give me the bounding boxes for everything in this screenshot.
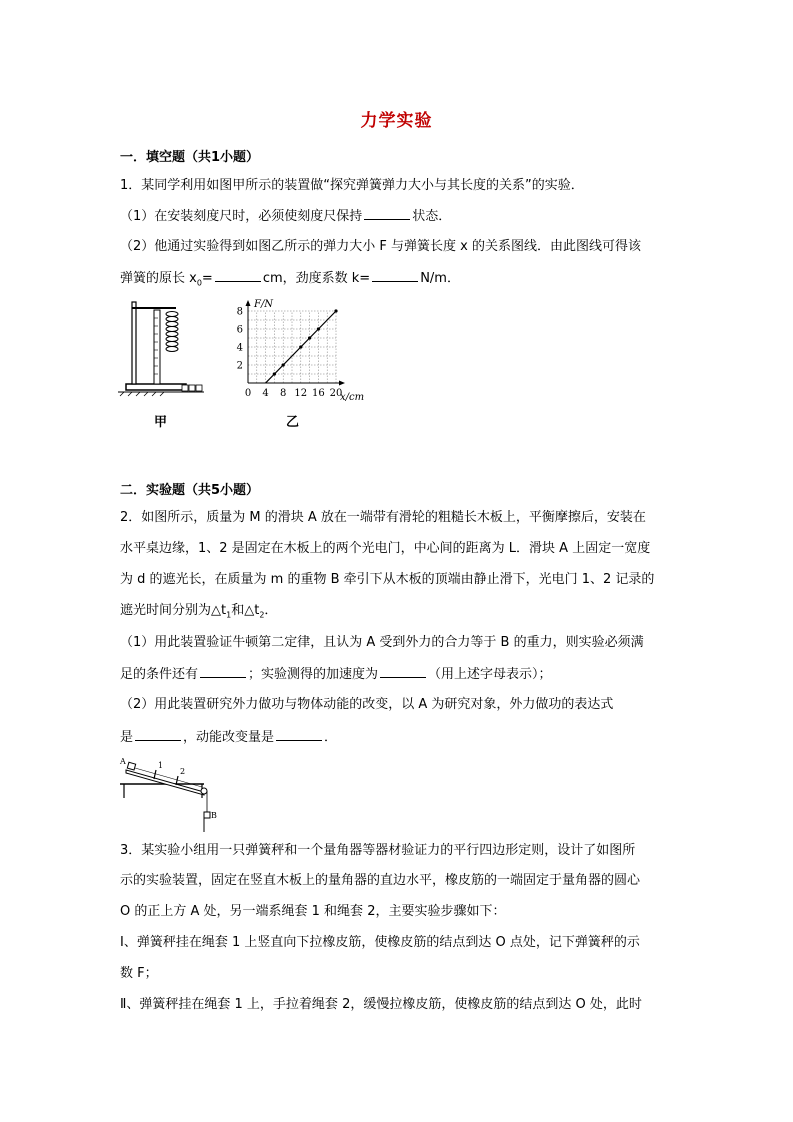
data-point xyxy=(273,372,276,375)
y-tick-label: 6 xyxy=(236,324,243,336)
y-tick-label: 8 xyxy=(236,306,243,318)
subscript: 0 xyxy=(196,278,202,288)
x-tick-label: 20 xyxy=(329,388,343,399)
q3-line-2: 示的实验装置，固定在竖直木板上的量角器的直边水平，橡皮筋的一端固定于量角器的圆心 xyxy=(120,873,641,888)
q1-line-2-tail: 状态． xyxy=(412,209,452,224)
q1-line-4-unit: cm，劲度系数 k= xyxy=(262,271,371,286)
subscript: 2 xyxy=(259,610,265,620)
q2-line-5: （1）用此装置验证牛顿第二定律，且认为 A 受到外力的合力等于 B 的重力，则实验必须满 xyxy=(120,635,644,650)
y-tick-label: 4 xyxy=(236,342,243,354)
q3-line-4: Ⅰ、弹簧秤挂在绳套 1 上竖直向下拉橡皮筋，使橡皮筋的结点到达 O 点处，记下弹簧秤的示 xyxy=(120,935,640,950)
answer-blank xyxy=(135,728,181,741)
figure-label-jia: 甲 xyxy=(154,415,168,430)
x-tick-label: 12 xyxy=(294,388,308,399)
answer-blank xyxy=(215,269,261,282)
q2-line-3: 为 d 的遮光长，在质量为 m 的重物 B 牵引下从木板的顶端由静止滑下，光电门 1、2 记录的 xyxy=(120,572,655,587)
data-point xyxy=(308,336,311,339)
data-point xyxy=(334,309,337,312)
q2-line-1: 2．如图所示，质量为 M 的滑块 A 放在一端带有滑轮的粗糙长木板上，平衡摩擦后，安装在 xyxy=(120,510,646,525)
q1-line-1: 1．某同学利用如图甲所示的装置做“探究弹簧弹力大小与其长度的关系”的实验． xyxy=(120,178,584,193)
answer-blank xyxy=(372,269,418,282)
section-heading-experiment: 二．实验题（共5小题） xyxy=(120,483,260,498)
label-A: A xyxy=(120,757,126,766)
q3-line-3: O 的正上方 A 处，另一端系绳套 1 和绳套 2，主要实验步骤如下： xyxy=(120,904,506,919)
q2-line-8-mid: ，动能改变量是 xyxy=(183,730,275,745)
section-heading-fill-in: 一．填空题（共1小题） xyxy=(120,150,260,165)
label-B: B xyxy=(211,811,217,820)
q2-line-6-end: （用上述字母表示）； xyxy=(428,667,552,682)
q2-line-7: （2）用此装置研究外力做功与物体动能的改变，以 A 为研究对象，外力做功的表达式 xyxy=(120,697,614,712)
q2-line-8-end: ． xyxy=(324,730,338,745)
q2-line-4-end: ． xyxy=(264,603,278,618)
q2-line-6-mid: ；实验测得的加速度为 xyxy=(248,667,379,682)
answer-blank xyxy=(276,728,322,741)
data-point xyxy=(317,327,320,330)
q2-line-4-and: 和△t xyxy=(231,603,260,618)
q2-line-6-text: 足的条件还有 xyxy=(120,667,199,682)
force-length-chart xyxy=(228,296,378,406)
q1-line-4 xyxy=(120,269,680,293)
q1-line-2 xyxy=(120,207,680,226)
inclined-board-figure xyxy=(118,754,218,834)
q3-line-1: 3．某实验小组用一只弹簧秤和一个量角器等器材验证力的平行四边形定则，设计了如图所 xyxy=(120,843,636,858)
q3-line-5: 数 F； xyxy=(120,966,158,981)
q2-line-4-text: 遮光时间分别为△t xyxy=(120,603,227,618)
q2-line-4 xyxy=(120,602,680,625)
y-axis-label: F/N xyxy=(254,299,274,310)
data-point xyxy=(282,363,285,366)
q1-line-4-unit2: N/m． xyxy=(420,271,460,286)
label-gate-1: 1 xyxy=(158,761,164,770)
chart-series xyxy=(266,309,338,383)
label-gate-2: 2 xyxy=(180,767,186,776)
x-tick-label: 8 xyxy=(280,388,287,399)
q3-line-6: Ⅱ、弹簧秤挂在绳套 1 上，手拉着绳套 2，缓慢拉橡皮筋，使橡皮筋的结点到达 O 处，此时 xyxy=(120,997,642,1012)
subscript: 1 xyxy=(226,610,232,620)
q1-line-4-text: 弹簧的原长 x xyxy=(120,271,197,286)
q2-line-8 xyxy=(120,728,680,747)
q1-line-2-text: （1）在安装刻度尺时，必须使刻度尺保持 xyxy=(120,209,363,224)
equals: = xyxy=(201,271,213,286)
x-axis-arrow xyxy=(339,381,345,386)
data-point xyxy=(299,345,302,348)
q2-line-8-text: 是 xyxy=(120,730,134,745)
x-axis-label: x/cm xyxy=(340,392,365,403)
x-tick-label: 16 xyxy=(312,388,325,399)
answer-blank xyxy=(200,665,246,678)
x-tick-label: 0 xyxy=(244,388,252,399)
chart-grid xyxy=(248,311,336,383)
q2-line-2: 水平桌边缘，1、2 是固定在木板上的两个光电门，中心间的距离为 L．滑块 A 上固定一宽度 xyxy=(120,541,651,556)
page-title: 力学实验 xyxy=(360,111,433,131)
q2-line-6 xyxy=(120,665,680,684)
answer-blank xyxy=(364,207,410,220)
spring-apparatus-figure xyxy=(118,296,214,400)
answer-blank xyxy=(380,665,426,678)
x-tick-label: 4 xyxy=(262,388,269,399)
q1-line-3: （2）他通过实验得到如图乙所示的弹力大小 F 与弹簧长度 x 的关系图线．由此图线可得该 xyxy=(120,239,641,254)
y-axis-arrow xyxy=(246,300,251,306)
figure-label-yi: 乙 xyxy=(286,415,300,430)
y-tick-label: 2 xyxy=(236,360,243,372)
